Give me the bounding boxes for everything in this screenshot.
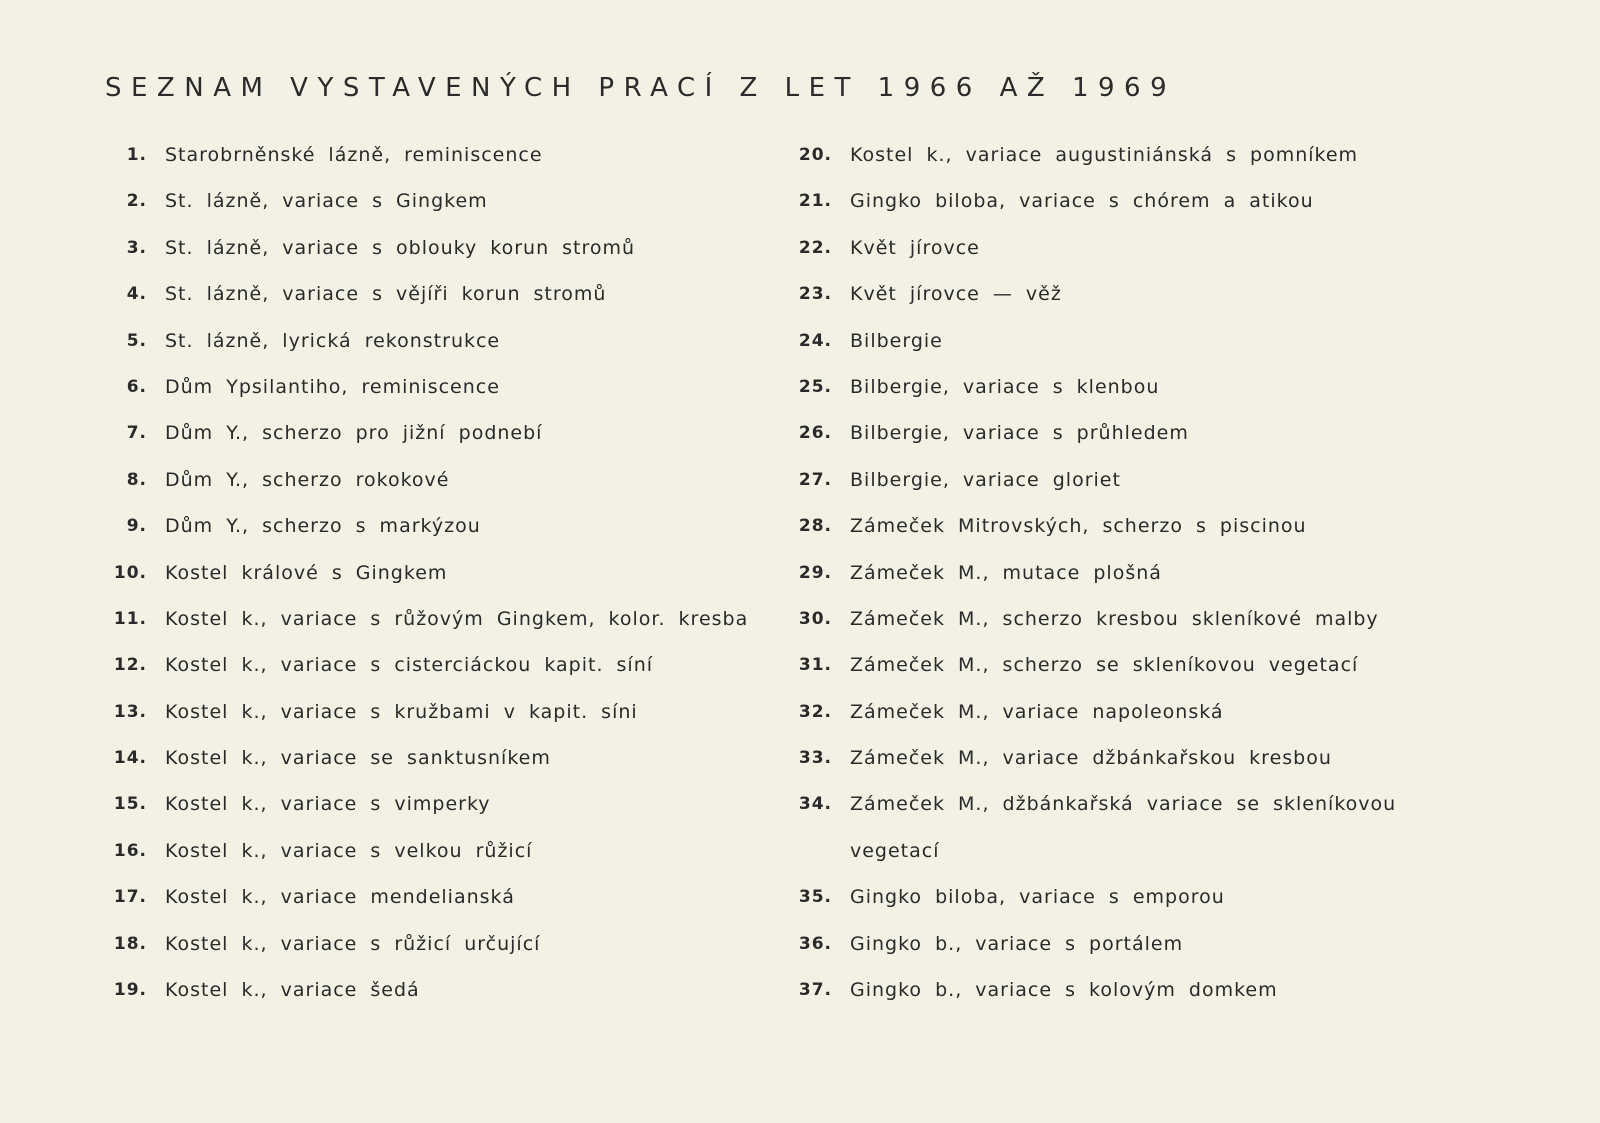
list-item — [105, 649, 748, 695]
item-number: 17. — [113, 887, 147, 908]
item-number: 16. — [113, 840, 147, 861]
item-number: 25. — [798, 376, 832, 397]
item-title: Kostel k., variace se sanktusníkem — [165, 747, 551, 770]
item-title: Zámeček M., scherzo kresbou skleníkové malby — [850, 607, 1379, 630]
item-title: Květ jírovce — [850, 236, 980, 259]
list-item — [105, 417, 748, 463]
item-title: Zámeček M., variace napoleonská — [850, 700, 1224, 723]
list-item — [790, 649, 1410, 695]
item-number: 26. — [798, 423, 832, 444]
item-title: Kostel k., variace s růžicí určující — [165, 932, 541, 955]
item-number: 5. — [126, 330, 147, 351]
item-title: Gingko biloba, variace s emporou — [850, 886, 1225, 909]
item-title: Bilbergie, variace s průhledem — [850, 422, 1189, 445]
list-item — [105, 325, 748, 371]
list-item — [790, 417, 1410, 463]
item-title: Kostel k., variace s vimperky — [165, 793, 491, 816]
item-title: Kostel k., variace mendelianská — [165, 886, 515, 909]
list-item — [790, 696, 1410, 742]
item-number: 28. — [798, 516, 832, 537]
item-title: St. lázně, lyrická rekonstrukce — [165, 329, 501, 352]
item-number: 30. — [798, 608, 832, 629]
list-item — [790, 371, 1410, 417]
item-number: 2. — [126, 191, 147, 212]
item-number: 10. — [113, 562, 147, 583]
list-item — [105, 696, 748, 742]
item-number: 29. — [798, 562, 832, 583]
item-title: Zámeček M., džbánkařská variace se skleníkovou vegetací — [850, 793, 1397, 862]
list-item — [790, 603, 1410, 649]
item-number: 27. — [798, 469, 832, 490]
exhibit-list-right — [790, 139, 1410, 1020]
item-title: Gingko biloba, variace s chórem a atikou — [850, 190, 1314, 213]
list-item — [790, 185, 1410, 231]
item-title: Dům Y., scherzo rokokové — [165, 468, 450, 491]
item-number: 11. — [113, 608, 147, 629]
item-title: Zámeček M., mutace plošná — [850, 561, 1162, 584]
item-number: 8. — [126, 469, 147, 490]
item-title: Gingko b., variace s portálem — [850, 932, 1184, 955]
list-item — [105, 371, 748, 417]
list-item — [105, 185, 748, 231]
item-number: 37. — [798, 980, 832, 1001]
item-title: Kostel k., variace s cisterciáckou kapit. síní — [165, 654, 654, 677]
item-number: 24. — [798, 330, 832, 351]
item-title: Kostel k., variace s velkou růžicí — [165, 839, 533, 862]
item-title: St. lázně, variace s Gingkem — [165, 190, 488, 213]
item-number: 1. — [126, 145, 147, 165]
item-title: Bilbergie, variace s klenbou — [850, 375, 1160, 398]
list-item — [105, 742, 748, 788]
list-item — [790, 557, 1410, 603]
item-number: 36. — [798, 933, 832, 954]
list-item — [105, 835, 748, 881]
list-item — [790, 232, 1410, 278]
item-number: 22. — [798, 237, 832, 258]
item-number: 14. — [113, 748, 147, 769]
item-title: Kostel k., variace šedá — [165, 979, 420, 1002]
item-title: Dům Y., scherzo pro jižní podnebí — [165, 422, 543, 445]
item-title: Bilbergie — [850, 329, 943, 352]
item-number: 7. — [126, 423, 147, 444]
list-item — [790, 139, 1410, 185]
item-number: 19. — [113, 980, 147, 1001]
list-item — [790, 881, 1410, 927]
item-title: Dům Ypsilantiho, reminiscence — [165, 375, 500, 398]
list-item — [105, 974, 748, 1020]
list-item — [105, 788, 748, 834]
item-title: Gingko b., variace s kolovým domkem — [850, 979, 1278, 1002]
exhibit-list-left — [105, 139, 748, 1020]
list-item — [105, 603, 748, 649]
item-number: 33. — [798, 748, 832, 769]
item-title: Zámeček M., scherzo se skleníkovou vegetací — [850, 654, 1359, 677]
item-number: 32. — [798, 701, 832, 722]
item-title: St. lázně, variace s vějíři korun stromů — [165, 283, 607, 306]
list-item — [790, 464, 1410, 510]
item-number: 3. — [126, 237, 147, 258]
item-number: 9. — [126, 516, 147, 537]
item-title: Dům Y., scherzo s markýzou — [165, 515, 481, 538]
list-item — [105, 139, 748, 185]
item-number: 12. — [113, 655, 147, 676]
list-item — [105, 557, 748, 603]
item-title: Zámeček M., variace džbánkařskou kresbou — [850, 747, 1332, 770]
item-number: 6. — [126, 376, 147, 397]
list-item — [105, 464, 748, 510]
list-item — [790, 928, 1410, 974]
list-item — [790, 510, 1410, 556]
list-item — [105, 232, 748, 278]
item-number: 15. — [113, 794, 147, 815]
item-title: Starobrněnské lázně, reminiscence — [165, 144, 543, 166]
item-title: Bilbergie, variace gloriet — [850, 468, 1121, 491]
item-number: 35. — [798, 887, 832, 908]
item-title: Květ jírovce — věž — [850, 283, 1062, 306]
list-item — [790, 974, 1410, 1020]
list-item — [790, 788, 1410, 881]
item-title: Kostel k., variace s kružbami v kapit. síni — [165, 700, 638, 723]
item-number: 20. — [798, 145, 832, 165]
page-title: SEZNAM VYSTAVENÝCH PRACÍ Z LET 1966 AŽ 1969 — [105, 73, 1177, 104]
item-title: Kostel k., variace augustiniánská s pomníkem — [850, 144, 1359, 166]
item-number: 21. — [798, 191, 832, 212]
list-item — [105, 510, 748, 556]
item-number: 13. — [113, 701, 147, 722]
item-title: Kostel králové s Gingkem — [165, 561, 448, 584]
item-number: 34. — [798, 794, 832, 815]
item-number: 23. — [798, 284, 832, 305]
item-title: Kostel k., variace s růžovým Gingkem, kolor. kresba — [165, 607, 749, 630]
list-item — [105, 881, 748, 927]
list-item — [105, 928, 748, 974]
item-title: Zámeček Mitrovských, scherzo s piscinou — [850, 515, 1307, 538]
item-number: 31. — [798, 655, 832, 676]
list-item — [790, 325, 1410, 371]
item-number: 4. — [126, 284, 147, 305]
item-title: St. lázně, variace s oblouky korun stromů — [165, 236, 636, 259]
list-item — [105, 278, 748, 324]
item-number: 18. — [113, 933, 147, 954]
list-item — [790, 278, 1410, 324]
